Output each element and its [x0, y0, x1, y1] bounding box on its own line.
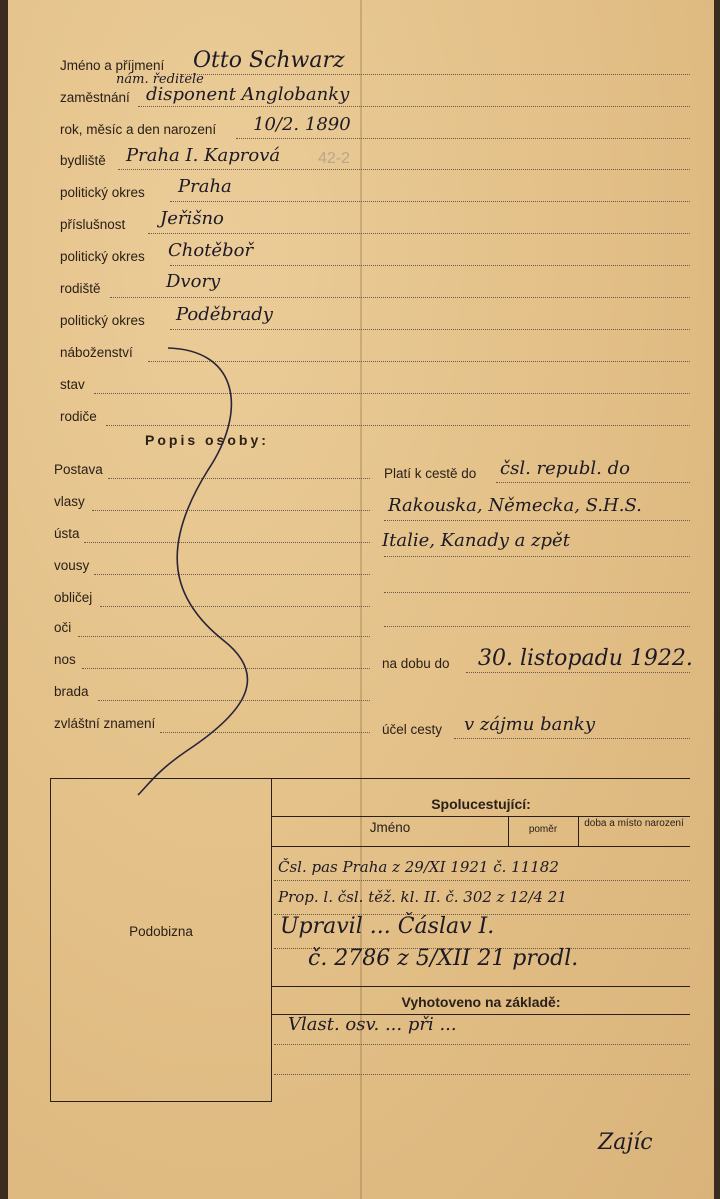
companion-line-1 — [274, 880, 690, 881]
district3-label: politický okres — [60, 313, 145, 328]
occupation-label: zaměstnání — [60, 90, 130, 105]
religion-label: náboženství — [60, 345, 133, 360]
col-birth-header: doba a místo narození — [584, 818, 684, 829]
eyes-label: oči — [54, 620, 72, 635]
valid-line3-value: Italie, Kanady a zpět — [382, 530, 570, 551]
purpose-value: v zájmu banky — [464, 714, 595, 735]
valid-line4 — [384, 592, 690, 593]
face-label: obličej — [54, 590, 93, 605]
col-relation-header: poměr — [528, 824, 558, 835]
issued-line-1 — [274, 1044, 690, 1045]
cancellation-stroke — [128, 340, 278, 800]
companion-text-4: č. 2786 z 5/XII 21 prodl. — [308, 946, 579, 971]
birthplace-line — [110, 297, 690, 298]
period-value: 30. listopadu 1922. — [478, 646, 693, 671]
issued-heading: Vyhotoveno na základě: — [401, 994, 561, 1010]
valid-line2 — [384, 520, 690, 521]
mustache-label: vousy — [54, 558, 90, 573]
district2-value: Chotěboř — [168, 240, 254, 261]
valid-line1 — [496, 482, 690, 483]
name-label: Jméno a příjmení — [60, 58, 165, 73]
valid-line1-value: čsl. republ. do — [500, 458, 630, 479]
district1-value: Praha — [178, 176, 232, 197]
description-heading: Popis osoby: — [145, 432, 269, 448]
citizenship-value: Jeřišno — [160, 208, 224, 229]
residence-stamp: 42-2 — [318, 150, 351, 167]
passport-form-page — [8, 0, 714, 1199]
valid-line2-value: Rakouska, Německa, S.H.S. — [388, 495, 642, 516]
name-value: Otto Schwarz — [193, 48, 345, 73]
photo-label: Podobizna — [129, 924, 193, 939]
issued-value: Vlast. osv. ... při ... — [288, 1014, 457, 1035]
citizenship-label: příslušnost — [60, 217, 126, 232]
col-divider-1 — [508, 816, 509, 846]
mouth-label: ústa — [54, 526, 80, 541]
purpose-label: účel cesty — [382, 722, 443, 737]
companion-text-2: Prop. l. čsl. těž. kl. II. č. 302 z 12/4 21 — [278, 888, 567, 906]
birthdate-label: rok, měsíc a den narození — [60, 122, 217, 137]
issued-line-2 — [274, 1074, 690, 1075]
stature-label: Postava — [54, 462, 103, 477]
issued-top-rule — [272, 986, 690, 987]
district2-label: politický okres — [60, 249, 145, 264]
period-line — [466, 672, 690, 673]
occupation-above-value: nám. ředitele — [116, 72, 204, 87]
birthplace-value: Dvory — [166, 271, 221, 292]
district3-value: Poděbrady — [176, 304, 273, 325]
companion-text-3: Upravil ... Čáslav I. — [280, 914, 495, 939]
district1-label: politický okres — [60, 185, 145, 200]
chin-label: brada — [54, 684, 89, 699]
companions-header-rule — [272, 846, 690, 847]
signature: Zajíc — [598, 1130, 653, 1155]
occupation-line — [138, 106, 690, 107]
residence-line — [118, 169, 690, 170]
col-name-header: Jméno — [369, 820, 411, 835]
occupation-value: disponent Anglobanky — [146, 84, 350, 105]
district3-line — [170, 329, 690, 330]
residence-value: Praha I. Kaprová — [126, 145, 281, 166]
citizenship-line — [148, 233, 690, 234]
birthplace-label: rodiště — [60, 281, 101, 296]
valid-line5 — [384, 626, 690, 627]
companion-text-1: Čsl. pas Praha z 29/XI 1921 č. 11182 — [278, 858, 559, 876]
companions-heading: Spolucestující: — [431, 796, 531, 812]
parents-label: rodiče — [60, 409, 97, 424]
photo-box — [50, 778, 272, 1102]
birthdate-line — [236, 138, 690, 139]
period-label: na dobu do — [382, 656, 450, 671]
residence-label: bydliště — [60, 153, 106, 168]
district2-line — [170, 265, 690, 266]
valid-line3 — [384, 556, 690, 557]
nose-label: nos — [54, 652, 76, 667]
special-marks-label: zvláštní znamení — [54, 716, 156, 731]
purpose-line — [454, 738, 690, 739]
hair-label: vlasy — [54, 494, 85, 509]
col-divider-2 — [578, 816, 579, 846]
name-line — [180, 74, 690, 75]
valid-label: Platí k cestě do — [384, 466, 477, 481]
status-label: stav — [60, 377, 85, 392]
companions-rule — [272, 816, 690, 817]
district1-line — [170, 201, 690, 202]
birthdate-value: 10/2. 1890 — [253, 114, 351, 135]
